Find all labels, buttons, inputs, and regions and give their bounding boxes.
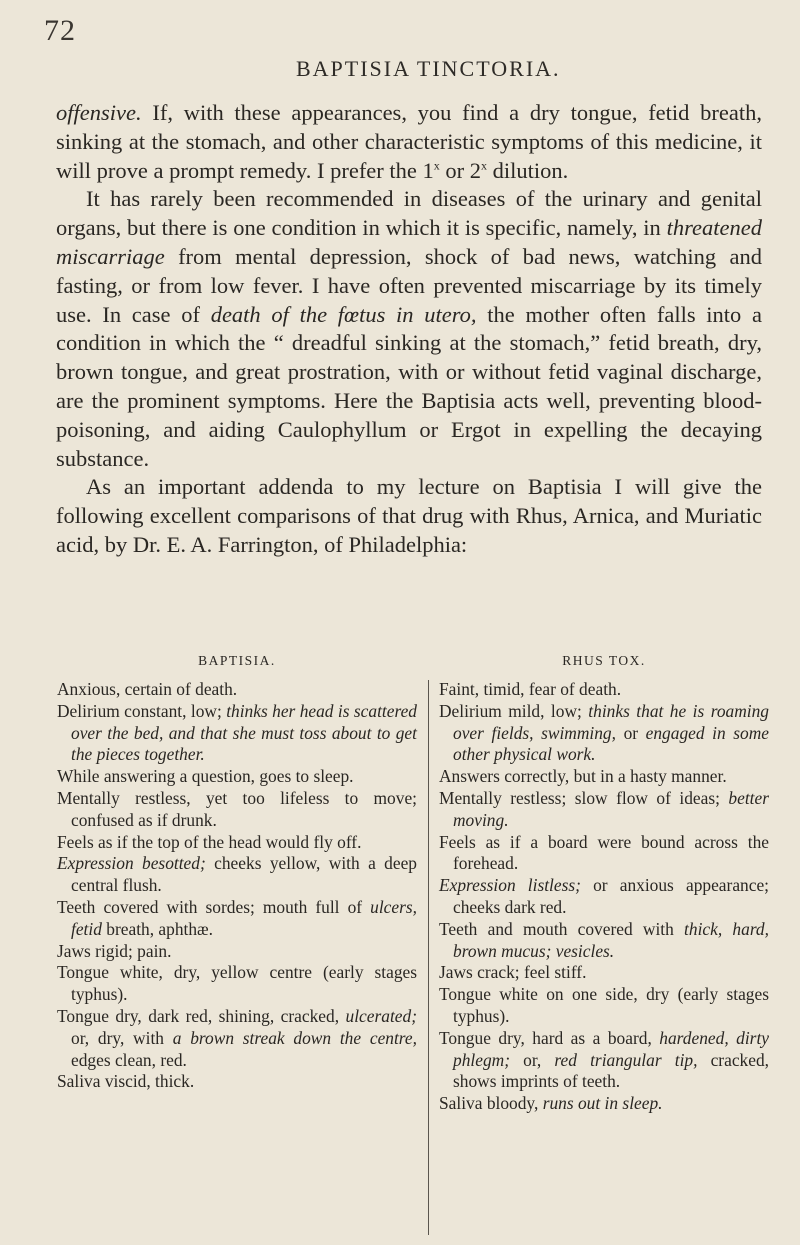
baptisia-column bbox=[57, 650, 417, 1093]
symptom-entry bbox=[439, 919, 769, 963]
text-run: Teeth and mouth covered with bbox=[439, 918, 685, 939]
column-divider bbox=[428, 680, 429, 1235]
paragraph-2 bbox=[56, 185, 762, 473]
text-run: or anxious appearance; cheeks dark red. bbox=[453, 875, 770, 917]
rhus-tox-entries bbox=[439, 679, 769, 1115]
text-run: Mentally restless, yet too lifeless to move; confused as if drunk. bbox=[57, 787, 417, 830]
text-run: dilution. bbox=[487, 157, 569, 183]
text-run: Faint, timid, fear of death. bbox=[439, 679, 622, 699]
text-run: It has rarely been recommended in diseases of the urinary and genital organs, but there is one condition in which it is specific, namely, in bbox=[56, 186, 762, 241]
text-run: cracked, shows imprints of teeth. bbox=[453, 1049, 769, 1092]
text-run: If, with these appearances, you find a dry tongue, fetid breath, sinking at the stomach, and other characteristic symptoms of this medicine, it will prove a prompt remedy. I prefer the 1 bbox=[56, 100, 762, 183]
symptom-entry bbox=[57, 897, 417, 941]
superscript-text: x bbox=[481, 158, 488, 173]
rhus-tox-heading: RHUS TOX. bbox=[562, 653, 646, 668]
text-run: Tongue dry, dark red, shining, cracked, bbox=[57, 1005, 346, 1026]
text-run: edges clean, red. bbox=[71, 1049, 187, 1070]
text-run: breath, aphthæ. bbox=[101, 918, 213, 939]
italic-text: engaged in some other physical work. bbox=[453, 722, 769, 765]
symptom-entry bbox=[57, 853, 417, 897]
italic-text: ulcers, fetid bbox=[71, 896, 417, 939]
symptom-entry bbox=[439, 1093, 769, 1115]
symptom-entry bbox=[439, 875, 769, 919]
text-run: Tongue dry, hard as a board, bbox=[439, 1027, 660, 1048]
text-run: Saliva bloody, bbox=[439, 1093, 543, 1114]
text-run: Anxious, certain of death. bbox=[57, 679, 238, 699]
symptom-entry bbox=[439, 788, 769, 832]
text-run: Tongue white, dry, yellow centre (early stages typhus). bbox=[57, 962, 417, 1005]
symptom-entry bbox=[439, 766, 769, 788]
symptom-entry bbox=[57, 1071, 417, 1093]
text-run: Mentally restless; slow flow of ideas; bbox=[439, 787, 729, 808]
italic-text: hardened, dirty phlegm; bbox=[453, 1027, 769, 1070]
text-run: from mental depression, shock of bad news, watching and fasting, or from low fever. I have often prevented miscarriage by its timely use. In case of bbox=[56, 243, 762, 327]
text-run: Delirium mild, low; bbox=[439, 700, 589, 721]
italic-text: ulcerated; bbox=[345, 1005, 417, 1026]
symptom-entry bbox=[57, 766, 417, 788]
body-text bbox=[56, 99, 762, 560]
italic-text: death of the fœtus in utero, bbox=[210, 301, 477, 327]
italic-text: better moving. bbox=[453, 787, 769, 830]
italic-text: offensive. bbox=[56, 100, 142, 125]
text-run: Answers correctly, but in a hasty manner. bbox=[439, 766, 727, 787]
text-run: or, bbox=[510, 1049, 555, 1070]
italic-text: thick, hard, brown mucus; vesicles. bbox=[453, 918, 769, 961]
italic-text: Expression listless; bbox=[439, 875, 581, 896]
italic-text: thinks her head is scattered over the bed, and that she must toss about to get the pieces together. bbox=[71, 700, 417, 765]
rhus-tox-column bbox=[439, 650, 769, 1115]
symptom-entry bbox=[57, 788, 417, 832]
text-run: Feels as if a board were bound across the forehead. bbox=[439, 831, 769, 874]
text-run: Jaws rigid; pain. bbox=[57, 940, 172, 961]
italic-text: Expression besotted; bbox=[57, 853, 206, 874]
baptisia-heading: BAPTISIA. bbox=[198, 653, 276, 668]
text-run: Saliva viscid, thick. bbox=[57, 1071, 195, 1092]
running-title: BAPTISIA TINCTORIA. bbox=[296, 56, 561, 81]
italic-text: runs out in sleep. bbox=[542, 1093, 663, 1114]
text-run: or, dry, with bbox=[71, 1027, 173, 1048]
italic-text: threatened miscarriage bbox=[56, 215, 762, 269]
symptom-entry bbox=[439, 679, 769, 701]
symptom-entry bbox=[57, 679, 417, 701]
page-number: 72 bbox=[44, 14, 76, 47]
text-run: As an important addenda to my lecture on Baptisia I will give the following excellent comparisons of that drug with Rhus, Arnica, and Muriatic acid, by Dr. E. A. Farrington, of Philadelphia: bbox=[56, 474, 762, 557]
text-run: While answering a question, goes to sleep. bbox=[57, 766, 354, 787]
text-run: or 2 bbox=[439, 157, 482, 183]
symptom-entry bbox=[439, 701, 769, 766]
symptom-entry bbox=[439, 984, 769, 1028]
symptom-entry bbox=[57, 941, 417, 963]
text-run: the mother often falls into a condition in which the “ dreadful sinking at the stomach,” fetid breath, dry, brown tongue, and great prostration, with or without fetid vaginal discharge, are the prominent symptoms. Here the Baptisia acts well, preventing blood-poisoning, and aiding Caulophyllum or Ergot in expelling the decaying substance. bbox=[56, 301, 763, 471]
symptom-entry bbox=[439, 962, 769, 984]
paragraph-1 bbox=[56, 99, 762, 185]
italic-text: red triangular tip, bbox=[554, 1049, 698, 1070]
text-run: Teeth covered with sordes; mouth full of bbox=[57, 896, 371, 917]
text-run: Delirium constant, low; bbox=[57, 700, 227, 721]
superscript-text: x bbox=[433, 158, 440, 173]
baptisia-entries bbox=[57, 679, 417, 1093]
symptom-entry bbox=[439, 832, 769, 876]
italic-text: thinks that he is roaming over fields, swimming, bbox=[453, 700, 770, 743]
symptom-entry bbox=[439, 1028, 769, 1093]
text-run: Feels as if the top of the head would fly off. bbox=[57, 831, 362, 852]
paragraph-3 bbox=[56, 473, 762, 559]
symptom-entry bbox=[57, 1006, 417, 1071]
text-run: Jaws crack; feel stiff. bbox=[439, 962, 587, 983]
symptom-entry bbox=[57, 832, 417, 854]
text-run: or bbox=[615, 722, 646, 743]
italic-text: a brown streak down the centre, bbox=[172, 1027, 417, 1048]
symptom-entry bbox=[57, 962, 417, 1006]
text-run: cheeks yellow, with a deep central flush. bbox=[71, 853, 417, 896]
symptom-entry bbox=[57, 701, 417, 766]
text-run: Tongue white on one side, dry (early stages typhus). bbox=[439, 984, 769, 1026]
